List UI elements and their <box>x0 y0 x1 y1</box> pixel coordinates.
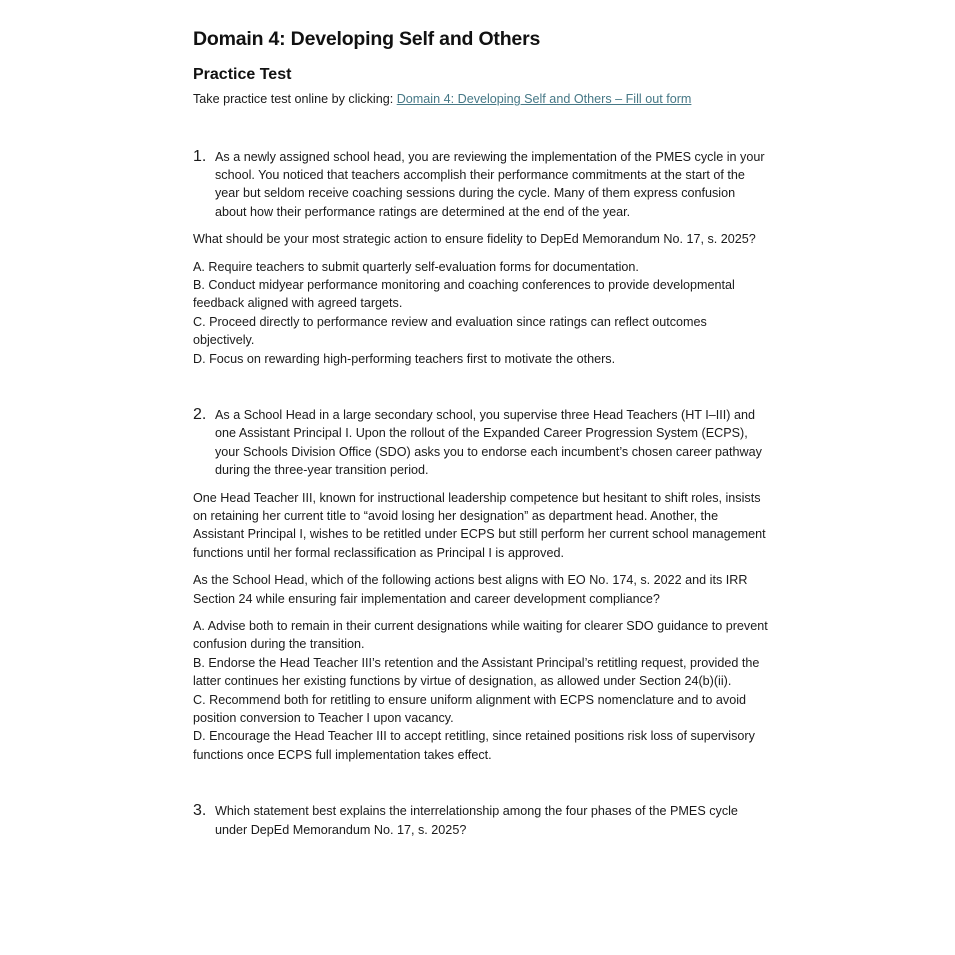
question-text: Which statement best explains the interrelationship among the four phases of the PMES cycle under DepEd Memorandum No. 17, s. 2025? <box>215 804 738 837</box>
question-2 <box>193 406 768 764</box>
page-title: Domain 4: Developing Self and Others <box>193 28 541 50</box>
question-prompt: As the School Head, which of the following actions best aligns with EO No. 174, s. 2022 and its IRR Section 24 while ensuring fair implementation and career development compliance? <box>193 573 748 606</box>
scenario-paragraph: One Head Teacher III, known for instructional leadership competence but hesitant to shift roles, insists on retaining her current title to “avoid losing her designation” as department head. Another, the Assistant Principal I, wishes to be retitled under ECPS but still perform her current school management functions until her formal reclassification as Principal I is approved. <box>193 490 766 560</box>
option-a: A. Advise both to remain in their current designations while waiting for clearer SDO guidance to prevent confusion during the transition. <box>193 619 768 652</box>
document-page <box>193 26 768 839</box>
question-stem <box>193 406 768 480</box>
option-b: B. Conduct midyear performance monitoring and coaching conferences to provide developmental feedback aligned with agreed targets. <box>193 277 735 311</box>
question-stem <box>193 802 768 839</box>
question-text: As a School Head in a large secondary school, you supervise three Head Teachers (HT I–III) and one Assistant Principal I. Upon the rollout of the Expanded Career Progression System (ECPS), your Schools Division Office (SDO) asks you to endorse each incumbent’s chosen career pathway during the three-year transition period. <box>215 407 762 478</box>
question-number: 2. <box>193 405 207 423</box>
option-d: D. Focus on rewarding high-performing teachers first to motivate the others. <box>193 351 616 366</box>
answer-options <box>193 258 768 368</box>
option-c: C. Recommend both for retitling to ensure uniform alignment with ECPS nomenclature and to avoid position conversion to Teacher I upon vacancy. <box>193 692 747 726</box>
option-c: C. Proceed directly to performance review and evaluation since ratings can reflect outcomes objectively. <box>193 314 707 348</box>
question-text: As a newly assigned school head, you are reviewing the implementation of the PMES cycle in your school. You noticed that teachers accomplish their performance commitments at the start of the year but seldom receive coaching sessions during the cycle. Many of them express confusion about how their performance ratings are determined at the end of the year. <box>215 149 765 219</box>
answer-options <box>193 617 768 764</box>
question-number: 1. <box>193 147 207 165</box>
intro-text: Take practice test online by clicking: <box>193 92 397 106</box>
question-1 <box>193 148 768 368</box>
question-stem <box>193 148 768 222</box>
question-3 <box>193 802 768 839</box>
question-number: 3. <box>193 802 207 820</box>
option-a: A. Require teachers to submit quarterly self-evaluation forms for documentation. <box>193 259 639 274</box>
option-d: D. Encourage the Head Teacher III to accept retitling, since retained positions risk loss of supervisory functions once ECPS full implementation takes effect. <box>193 729 755 762</box>
option-b: B. Endorse the Head Teacher III’s retention and the Assistant Principal’s retitling request, provided the latter continues her existing functions by virtue of designation, as allowed under Section 24(b)(ii). <box>193 655 760 689</box>
practice-test-link[interactable]: Domain 4: Developing Self and Others – Fill out form <box>396 92 692 106</box>
intro-line <box>193 90 768 109</box>
section-heading: Practice Test <box>193 66 292 83</box>
question-prompt: What should be your most strategic action to ensure fidelity to DepEd Memorandum No. 17, s. 2025? <box>193 232 756 247</box>
